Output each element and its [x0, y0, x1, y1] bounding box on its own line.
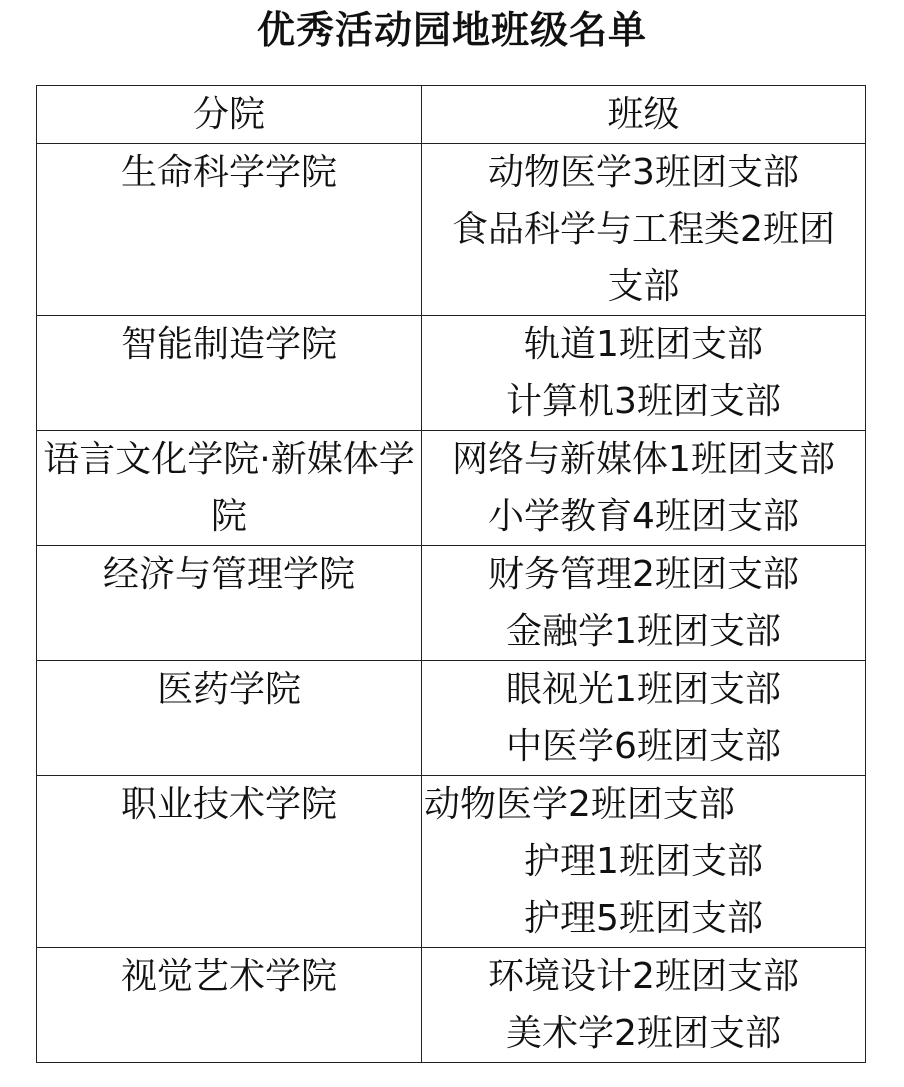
class-item: 财务管理2班团支部 [488, 554, 799, 595]
class-item: 动物医学3班团支部 [488, 152, 799, 193]
class-item: 动物医学2班团支部 [424, 784, 735, 825]
table-header-row [37, 86, 866, 144]
classes-cell [422, 948, 866, 1063]
table-row [37, 776, 866, 948]
class-item: 环境设计2班团支部 [488, 956, 799, 997]
class-item: 计算机3班团支部 [506, 381, 781, 422]
table-row [37, 546, 866, 661]
page-title: 优秀活动园地班级名单 [256, 8, 647, 52]
table-row [37, 144, 866, 316]
college-cell: 经济与管理学院 [37, 546, 422, 661]
class-item: 支部 [607, 266, 680, 307]
classes-cell [422, 431, 866, 546]
classes-cell [422, 144, 866, 316]
table-row [37, 661, 866, 776]
header-class: 班级 [422, 86, 866, 144]
class-item: 眼视光1班团支部 [506, 669, 781, 710]
class-item: 轨道1班团支部 [524, 324, 763, 365]
college-cell: 语言文化学院·新媒体学院 [37, 431, 422, 546]
class-item: 金融学1班团支部 [506, 611, 781, 652]
table-row [37, 316, 866, 431]
header-college: 分院 [37, 86, 422, 144]
class-item: 小学教育4班团支部 [488, 496, 799, 537]
classes-cell [422, 776, 866, 948]
class-item: 护理1班团支部 [524, 841, 763, 882]
class-item: 食品科学与工程类2班团 [452, 209, 835, 250]
college-cell: 职业技术学院 [37, 776, 422, 948]
college-cell: 生命科学学院 [37, 144, 422, 316]
table-row [37, 948, 866, 1063]
classes-cell [422, 661, 866, 776]
classes-cell [422, 546, 866, 661]
classes-cell [422, 316, 866, 431]
class-list-table [36, 85, 866, 1063]
table-row [37, 431, 866, 546]
class-item: 网络与新媒体1班团支部 [452, 439, 835, 480]
college-cell: 视觉艺术学院 [37, 948, 422, 1063]
class-item: 美术学2班团支部 [506, 1013, 781, 1054]
class-item: 中医学6班团支部 [506, 726, 781, 767]
class-item: 护理5班团支部 [524, 898, 763, 939]
college-cell: 智能制造学院 [37, 316, 422, 431]
college-cell: 医药学院 [37, 661, 422, 776]
